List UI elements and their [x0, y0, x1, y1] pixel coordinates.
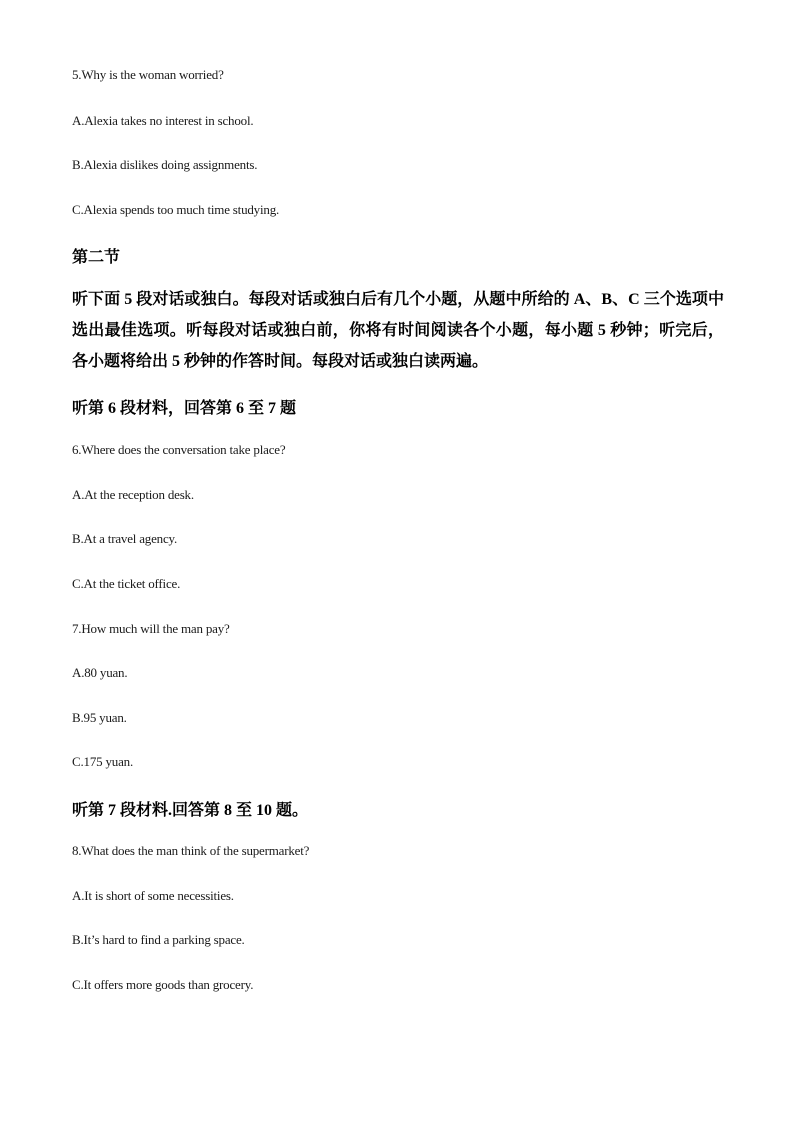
option-8a: A.It is short of some necessities.: [72, 888, 234, 903]
option-7b: B.95 yuan.: [72, 710, 127, 725]
option-5b: B.Alexia dislikes doing assignments.: [72, 157, 258, 172]
question-5: 5.Why is the woman worried?: [72, 67, 224, 82]
option-7c: C.175 yuan.: [72, 754, 133, 769]
question-8: 8.What does the man think of the supermarket?: [72, 843, 310, 858]
question-6: 6.Where does the conversation take place?: [72, 442, 286, 457]
material-7-heading: 听第 7 段材料.回答第 8 至 10 题。: [72, 802, 309, 819]
option-6c: C.At the ticket office.: [72, 576, 181, 591]
material-6-heading: 听第 6 段材料，回答第 6 至 7 题: [72, 400, 297, 417]
option-5c: C.Alexia spends too much time studying.: [72, 202, 280, 217]
section-instructions: 听下面 5 段对话或独白。每段对话或独白后有几个小题，从题中所给的 A、B、C 三个选项中选出最佳选项。听每段对话或独白前，你将有时间阅读各个小题，每小题 5 秒钟；听完后，各小题将给出 5 秒钟的作答时间。每段对话或独白读两遍。: [72, 291, 724, 370]
option-8b: B.It’s hard to find a parking space.: [72, 932, 245, 947]
question-7: 7.How much will the man pay?: [72, 621, 230, 636]
option-6b: B.At a travel agency.: [72, 531, 178, 546]
option-6a: A.At the reception desk.: [72, 487, 194, 502]
option-7a: A.80 yuan.: [72, 665, 128, 680]
option-8c: C.It offers more goods than grocery.: [72, 977, 254, 992]
section-title: 第二节: [72, 249, 121, 266]
option-5a: A.Alexia takes no interest in school.: [72, 113, 254, 128]
